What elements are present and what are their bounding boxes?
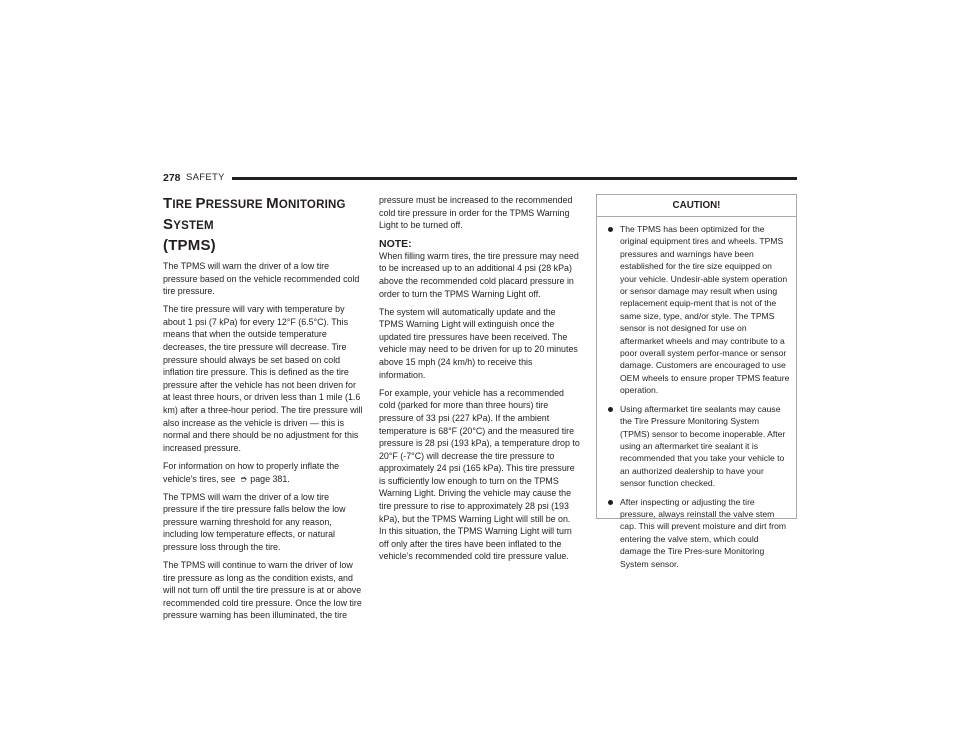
caution-item — [608, 223, 790, 397]
title-smallcaps: YSTEM — [173, 220, 214, 232]
caution-list — [597, 217, 796, 570]
note-text: When filling warm tires, the tire pressure may need to be increased up to an additional 4 psi (28 kPa) above the recommended cold placard pressure in order to turn the TPMS Warning Light off. — [379, 250, 579, 299]
title-letter: P — [195, 195, 206, 212]
note-label: NOTE: — [379, 237, 412, 250]
bullet-icon — [608, 500, 613, 505]
title-smallcaps: IRE — [172, 199, 196, 211]
caution-item-text: After inspecting or adjusting the tire pressure, always reinstall the valve stem cap. This will prevent moisture and dirt from entering the valve stem, which could damage the Tire Pres-sure Monitoring System sensor. — [620, 496, 787, 569]
paragraph: The TPMS will warn the driver of a low tire pressure if the tire pressure falls below the low pressure warning threshold for any reason, including low temperature effects, or natural pressure loss through the tire. — [163, 491, 346, 552]
caution-item — [608, 496, 790, 570]
reference-text: For information on how to properly inflate the vehicle’s tires, see — [163, 460, 340, 484]
header-rule — [232, 177, 797, 180]
page-number: 278 — [163, 172, 181, 184]
paragraph: The TPMS will warn the driver of a low tire pressure based on the vehicle recommended cold tire pressure. — [163, 261, 360, 297]
paragraph: The tire pressure will vary with temperature by about 1 psi (7 kPa) for every 12°F (6.5°C). This means that when the outside temperature decreases, the tire pressure will decrease. Tire pressure should always be set based on cold inflation tire pressure. This is defined as the tire pressure after the vehicle has not been driven for at least three hours, or driven less than 1 mile (1.6 km) after a three-hour period. The tire pressure will also increase as the vehicle is driven — this is normal and there should be no adjustment for this increased pressure. — [163, 304, 363, 453]
page-reference-arrow-icon: ➮ — [239, 473, 248, 484]
caution-item-text: Using aftermarket tire sealants may cause the Tire Pressure Monitoring System (TPMS) sensor to become inoperable. After using an aftermarket tire sealant it is recommended that you take your vehicle to an authorized dealership to have your sensor function checked. — [620, 403, 786, 489]
caution-item-text: The TPMS has been optimized for the original equipment tires and wheels. TPMS pressures and warnings have been established for the tire size equipped on your vehicle. Undesir-able system operation or sensor damage may result when using replacement equip-ment that is not of the same size, type, and/or style. The TPMS sensor is not designed for use on aftermarket wheels and may contribute to a poor overall system perfor-mance or sensor damage. Customers are encouraged to use OEM wheels to ensure proper TPMS feature operation. — [620, 224, 790, 396]
caution-box — [596, 194, 797, 569]
column-middle — [379, 194, 580, 569]
paragraph: The system will automatically update and the TPMS Warning Light will extinguish once the updated tire pressures have been received. The vehicle may need to be driven for up to 20 minutes above 15 mph (24 km/h) to receive this information. — [379, 306, 578, 380]
title-smallcaps: ONITORING — [278, 199, 346, 211]
page-header — [163, 170, 797, 186]
bullet-icon — [608, 407, 613, 412]
paragraph: For example, your vehicle has a recommended cold (parked for more than three hours) tire pressure of 33 psi (227 kPa). If the ambient temperature is 68°F (20°C) and the measured tire pressure is 28 psi (193 kPa), a temperature drop to 20°F (-7°C) will decrease the tire pressure to approximately 24 psi (165 kPa). This tire pressure is sufficiently low enough to turn on the TPMS Warning Light. Driving the vehicle may cause the tire pressure to rise to approximately 28 psi (193 kPa), but the TPMS Warning Light will still be on. In this situation, the TPMS Warning Light will turn off only after the tires have been inflated to the vehicle’s recommended cold tire pressure value. — [379, 387, 580, 562]
title-letter: S — [163, 216, 174, 233]
title-smallcaps: RESSURE — [205, 199, 267, 211]
title-line-2: (TPMS) — [163, 237, 216, 254]
caution-heading: CAUTION! — [597, 195, 796, 217]
bullet-icon — [608, 227, 613, 232]
column-left — [163, 194, 365, 628]
title-letter: T — [163, 195, 173, 212]
paragraph: pressure must be increased to the recommended cold tire pressure in order for the TPMS Warning Light to be turned off. — [379, 195, 573, 231]
section-name: SAFETY — [186, 172, 225, 183]
page-reference-link[interactable]: page 381. — [250, 473, 290, 484]
section-title — [163, 194, 365, 255]
paragraph-page-reference — [163, 460, 365, 485]
caution-item — [608, 403, 790, 490]
title-letter: M — [266, 195, 279, 212]
paragraph: The TPMS will continue to warn the driver of low tire pressure as long as the condition exists, and will not turn off until the tire pressure is at or above recommended cold tire pressure. Once the low tire pressure warning has been illuminated, the tire — [163, 560, 362, 621]
